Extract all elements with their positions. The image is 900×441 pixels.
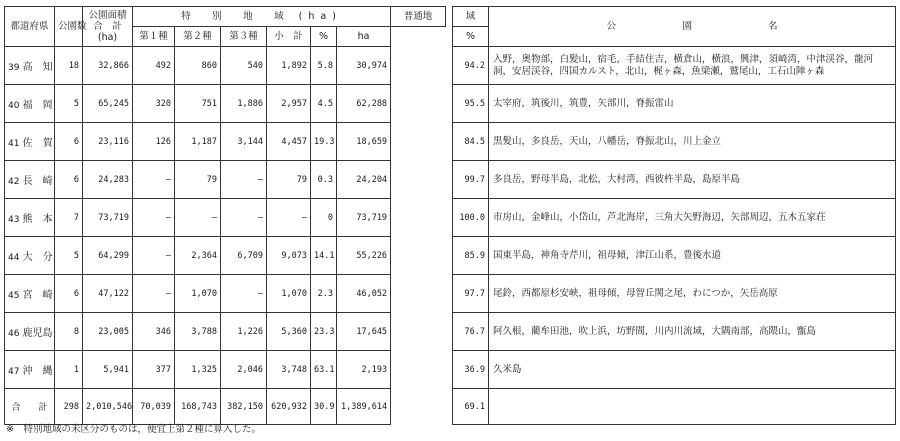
class3-cell: 1,226 <box>221 313 267 351</box>
prefecture-cell <box>5 123 55 161</box>
area-percent-cell: 97.7 <box>453 275 489 313</box>
table-row <box>453 237 896 275</box>
prefecture-cell <box>5 313 55 351</box>
park-count-cell: 8 <box>55 313 83 351</box>
prefecture-number: 44 <box>8 253 20 263</box>
class1-cell: 492 <box>133 47 175 85</box>
header-park-count: 公園数 <box>55 7 83 47</box>
subtotal-cell: 1,892 <box>267 47 311 85</box>
table-row <box>5 199 446 237</box>
table-row <box>453 275 896 313</box>
header-ordinary: 普通地 <box>391 7 446 27</box>
area-percent-cell: 76.7 <box>453 313 489 351</box>
class2-cell: 2,364 <box>175 237 221 275</box>
table-row <box>5 313 446 351</box>
area-percent-cell: 36.9 <box>453 351 489 389</box>
class2-cell: 860 <box>175 47 221 85</box>
park-names-cell: 市房山，金峰山，小岱山，芦北海岸，三角大矢野海辺，矢部周辺，五木五家荘 <box>489 199 896 237</box>
percent-cell: 23.3 <box>311 313 337 351</box>
ordinary-cell: 73,719 <box>337 199 391 237</box>
class3-cell: — <box>221 275 267 313</box>
prefecture-cell <box>5 237 55 275</box>
class3-cell: — <box>221 199 267 237</box>
park-count-cell: 7 <box>55 199 83 237</box>
header-subtotal: 小 計 <box>267 27 311 47</box>
header-park-area-line2: 合 計 <box>93 21 122 32</box>
header-class2: 第２種 <box>175 27 221 47</box>
prefecture-number: 39 <box>8 63 20 73</box>
table-row <box>453 313 896 351</box>
table-row <box>453 161 896 199</box>
header-ordinary-unit: ha <box>337 27 391 47</box>
table-row <box>5 237 446 275</box>
percent-cell: 2.3 <box>311 275 337 313</box>
park-count-cell: 5 <box>55 237 83 275</box>
class2-cell: — <box>175 199 221 237</box>
class3-cell: 2,046 <box>221 351 267 389</box>
park-names-cell: 久米島 <box>489 351 896 389</box>
park-names-cell: 阿久根，藺牟田池，吹上浜，坊野間，川内川流域，大隅南部，高隈山，甑島 <box>489 313 896 351</box>
percent-cell: 0.3 <box>311 161 337 199</box>
prefecture-stats-table <box>4 6 446 425</box>
prefecture-number: 42 <box>8 177 20 187</box>
prefecture-number: 47 <box>8 367 20 377</box>
prefecture-number: 41 <box>8 139 20 149</box>
subtotal-cell: 79 <box>267 161 311 199</box>
area-percent-cell: 100.0 <box>453 199 489 237</box>
prefecture-number: 40 <box>8 101 20 111</box>
total-area-percent: 69.1 <box>453 389 489 425</box>
ordinary-cell: 24,204 <box>337 161 391 199</box>
class1-cell: — <box>133 275 175 313</box>
class1-cell: — <box>133 199 175 237</box>
table-row <box>5 47 446 85</box>
class1-cell: 320 <box>133 85 175 123</box>
percent-cell: 0 <box>311 199 337 237</box>
class3-cell: 540 <box>221 47 267 85</box>
prefecture-number: 46 <box>8 329 20 339</box>
class2-cell: 1,187 <box>175 123 221 161</box>
park-count-cell: 18 <box>55 47 83 85</box>
total-park-names <box>489 389 896 425</box>
subtotal-cell: 3,748 <box>267 351 311 389</box>
total-subtotal: 620,932 <box>267 389 311 425</box>
class2-cell: 79 <box>175 161 221 199</box>
subtotal-cell: 4,457 <box>267 123 311 161</box>
prefecture-name: 福 岡 <box>22 100 53 111</box>
park-area-cell: 73,719 <box>83 199 133 237</box>
total-park-count: 298 <box>55 389 83 425</box>
park-area-cell: 5,941 <box>83 351 133 389</box>
prefecture-cell <box>5 85 55 123</box>
class3-cell: 6,709 <box>221 237 267 275</box>
class3-cell: — <box>221 161 267 199</box>
class1-cell: 126 <box>133 123 175 161</box>
area-percent-cell: 85.9 <box>453 237 489 275</box>
percent-cell: 19.3 <box>311 123 337 161</box>
park-area-cell: 64,299 <box>83 237 133 275</box>
prefecture-cell <box>5 47 55 85</box>
table-row <box>453 351 896 389</box>
park-names-cell: 太宰府，筑後川，筑豊，矢部川，脊振雷山 <box>489 85 896 123</box>
header-prefecture: 都道府県 <box>5 7 55 47</box>
header-area-top: 域 <box>453 7 489 27</box>
class3-cell: 3,144 <box>221 123 267 161</box>
total-park-area: 2,010,546 <box>83 389 133 425</box>
table-row <box>453 85 896 123</box>
area-percent-cell: 94.2 <box>453 47 489 85</box>
park-area-cell: 32,866 <box>83 47 133 85</box>
prefecture-number: 43 <box>8 215 20 225</box>
prefecture-cell <box>5 199 55 237</box>
table-row <box>453 199 896 237</box>
class1-cell: — <box>133 161 175 199</box>
area-percent-cell: 95.5 <box>453 85 489 123</box>
prefecture-cell <box>5 275 55 313</box>
class1-cell: — <box>133 237 175 275</box>
park-area-cell: 24,283 <box>83 161 133 199</box>
table-row <box>5 161 446 199</box>
subtotal-cell: — <box>267 199 311 237</box>
percent-cell: 4.5 <box>311 85 337 123</box>
park-names-cell: 国東半島，神角寺芹川，祖母傾，津江山系，豊後水道 <box>489 237 896 275</box>
park-area-cell: 65,245 <box>83 85 133 123</box>
percent-cell: 63.1 <box>311 351 337 389</box>
prefecture-name: 佐 賀 <box>22 138 53 149</box>
class3-cell: 1,886 <box>221 85 267 123</box>
prefecture-number: 45 <box>8 291 20 301</box>
table-row <box>453 123 896 161</box>
percent-cell: 5.8 <box>311 47 337 85</box>
park-area-cell: 23,116 <box>83 123 133 161</box>
class2-cell: 1,325 <box>175 351 221 389</box>
table-row <box>5 275 446 313</box>
subtotal-cell: 5,360 <box>267 313 311 351</box>
subtotal-cell: 2,957 <box>267 85 311 123</box>
area-percent-cell: 84.5 <box>453 123 489 161</box>
total-row <box>5 389 446 425</box>
header-class1: 第１種 <box>133 27 175 47</box>
table-row <box>5 85 446 123</box>
park-names-cell: 多良岳，野母半島，北松，大村湾，西彼杵半島，島原半島 <box>489 161 896 199</box>
total-ordinary: 1,389,614 <box>337 389 391 425</box>
prefecture-name: 沖 縄 <box>22 366 53 377</box>
ordinary-cell: 55,226 <box>337 237 391 275</box>
park-names-cell: 黒髪山，多良岳，天山，八幡岳，脊振北山，川上金立 <box>489 123 896 161</box>
header-class3: 第３種 <box>221 27 267 47</box>
header-park-area-line1: 公園面積 <box>88 10 127 21</box>
table-row <box>5 351 446 389</box>
header-area-percent: % <box>453 27 489 47</box>
total-class1: 70,039 <box>133 389 175 425</box>
header-park-names: 公 園 名 <box>489 7 896 47</box>
park-area-cell: 23,005 <box>83 313 133 351</box>
total-row <box>453 389 896 425</box>
park-names-cell: 入野，奥物部，白髪山，宿毛，手結住吉，横倉山，横浪，興津，須崎湾，中津渓谷，龍河洞，安居渓谷，四国カルスト，北山，梶ヶ森，魚梁瀬，鷲尾山，工石山陣ヶ森 <box>489 47 896 85</box>
subtotal-cell: 9,073 <box>267 237 311 275</box>
prefecture-cell <box>5 161 55 199</box>
table-row <box>5 123 446 161</box>
header-special-area: 特 別 地 域 (ha) <box>133 7 391 27</box>
ordinary-cell: 2,193 <box>337 351 391 389</box>
park-count-cell: 1 <box>55 351 83 389</box>
area-percent-cell: 99.7 <box>453 161 489 199</box>
prefecture-name: 鹿児島 <box>22 328 53 339</box>
total-percent: 30.9 <box>311 389 337 425</box>
subtotal-cell: 1,070 <box>267 275 311 313</box>
prefecture-name: 高 知 <box>22 62 53 73</box>
park-count-cell: 6 <box>55 161 83 199</box>
total-label: 合 計 <box>5 389 55 425</box>
header-park-area-unit: (ha) <box>97 32 118 43</box>
prefecture-name: 熊 本 <box>22 214 53 225</box>
prefecture-name: 大 分 <box>22 252 53 263</box>
class1-cell: 346 <box>133 313 175 351</box>
ordinary-cell: 62,288 <box>337 85 391 123</box>
prefecture-name: 長 崎 <box>22 176 53 187</box>
ordinary-cell: 18,659 <box>337 123 391 161</box>
park-names-cell: 尾鈴，西都原杉安峡，祖母傾，母智丘関之尾，わにつか，矢岳高原 <box>489 275 896 313</box>
percent-cell: 14.1 <box>311 237 337 275</box>
park-count-cell: 5 <box>55 85 83 123</box>
class2-cell: 3,788 <box>175 313 221 351</box>
header-park-area <box>83 7 133 47</box>
park-count-cell: 6 <box>55 123 83 161</box>
total-class3: 382,150 <box>221 389 267 425</box>
park-count-cell: 6 <box>55 275 83 313</box>
class2-cell: 751 <box>175 85 221 123</box>
ordinary-cell: 30,974 <box>337 47 391 85</box>
table-row <box>453 47 896 85</box>
class1-cell: 377 <box>133 351 175 389</box>
park-area-cell: 47,122 <box>83 275 133 313</box>
park-names-table <box>452 6 896 425</box>
prefecture-name: 宮 崎 <box>22 290 53 301</box>
class2-cell: 1,070 <box>175 275 221 313</box>
header-percent: % <box>311 27 337 47</box>
ordinary-cell: 17,645 <box>337 313 391 351</box>
ordinary-cell: 46,052 <box>337 275 391 313</box>
prefecture-cell <box>5 351 55 389</box>
footnote: ※ 特別地域の未区分のものは，便宜上第２種に算入した。 <box>6 424 261 435</box>
total-class2: 168,743 <box>175 389 221 425</box>
